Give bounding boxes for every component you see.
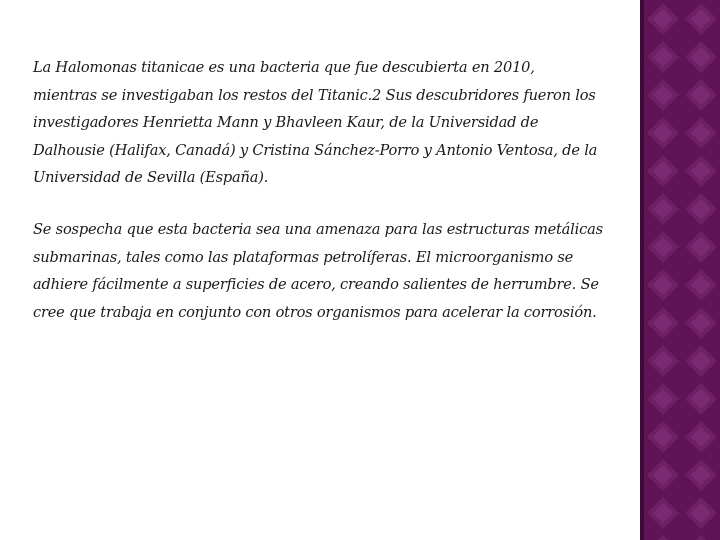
decorative-side-bar <box>640 0 720 540</box>
diamond-pattern <box>644 0 720 540</box>
paragraph-discovery: La Halomonas titanicae es una bacteria que fue descubierta en 2010, mientras se investigaban los restos del Titanic.2 Sus descubridores fueron los investigadores Henrietta Mann y Bhavleen Kaur, de la Universidad de Dalhousie (Halifax, Canadá) y Cristina Sánchez-Porro y Antonio Ventosa, de la Universidad de Sevilla (España). <box>33 59 598 187</box>
slide-body <box>33 54 603 326</box>
paragraph-corrosion: Se sospecha que esta bacteria sea una amenaza para las estructuras metálicas submarinas, tales como las plataformas petrolíferas. El microorganismo se adhiere fácilmente a superficies de acero, creando salientes de herrumbre. Se cree que trabaja en conjunto con otros organismos para acelerar la corrosión. <box>33 220 603 321</box>
